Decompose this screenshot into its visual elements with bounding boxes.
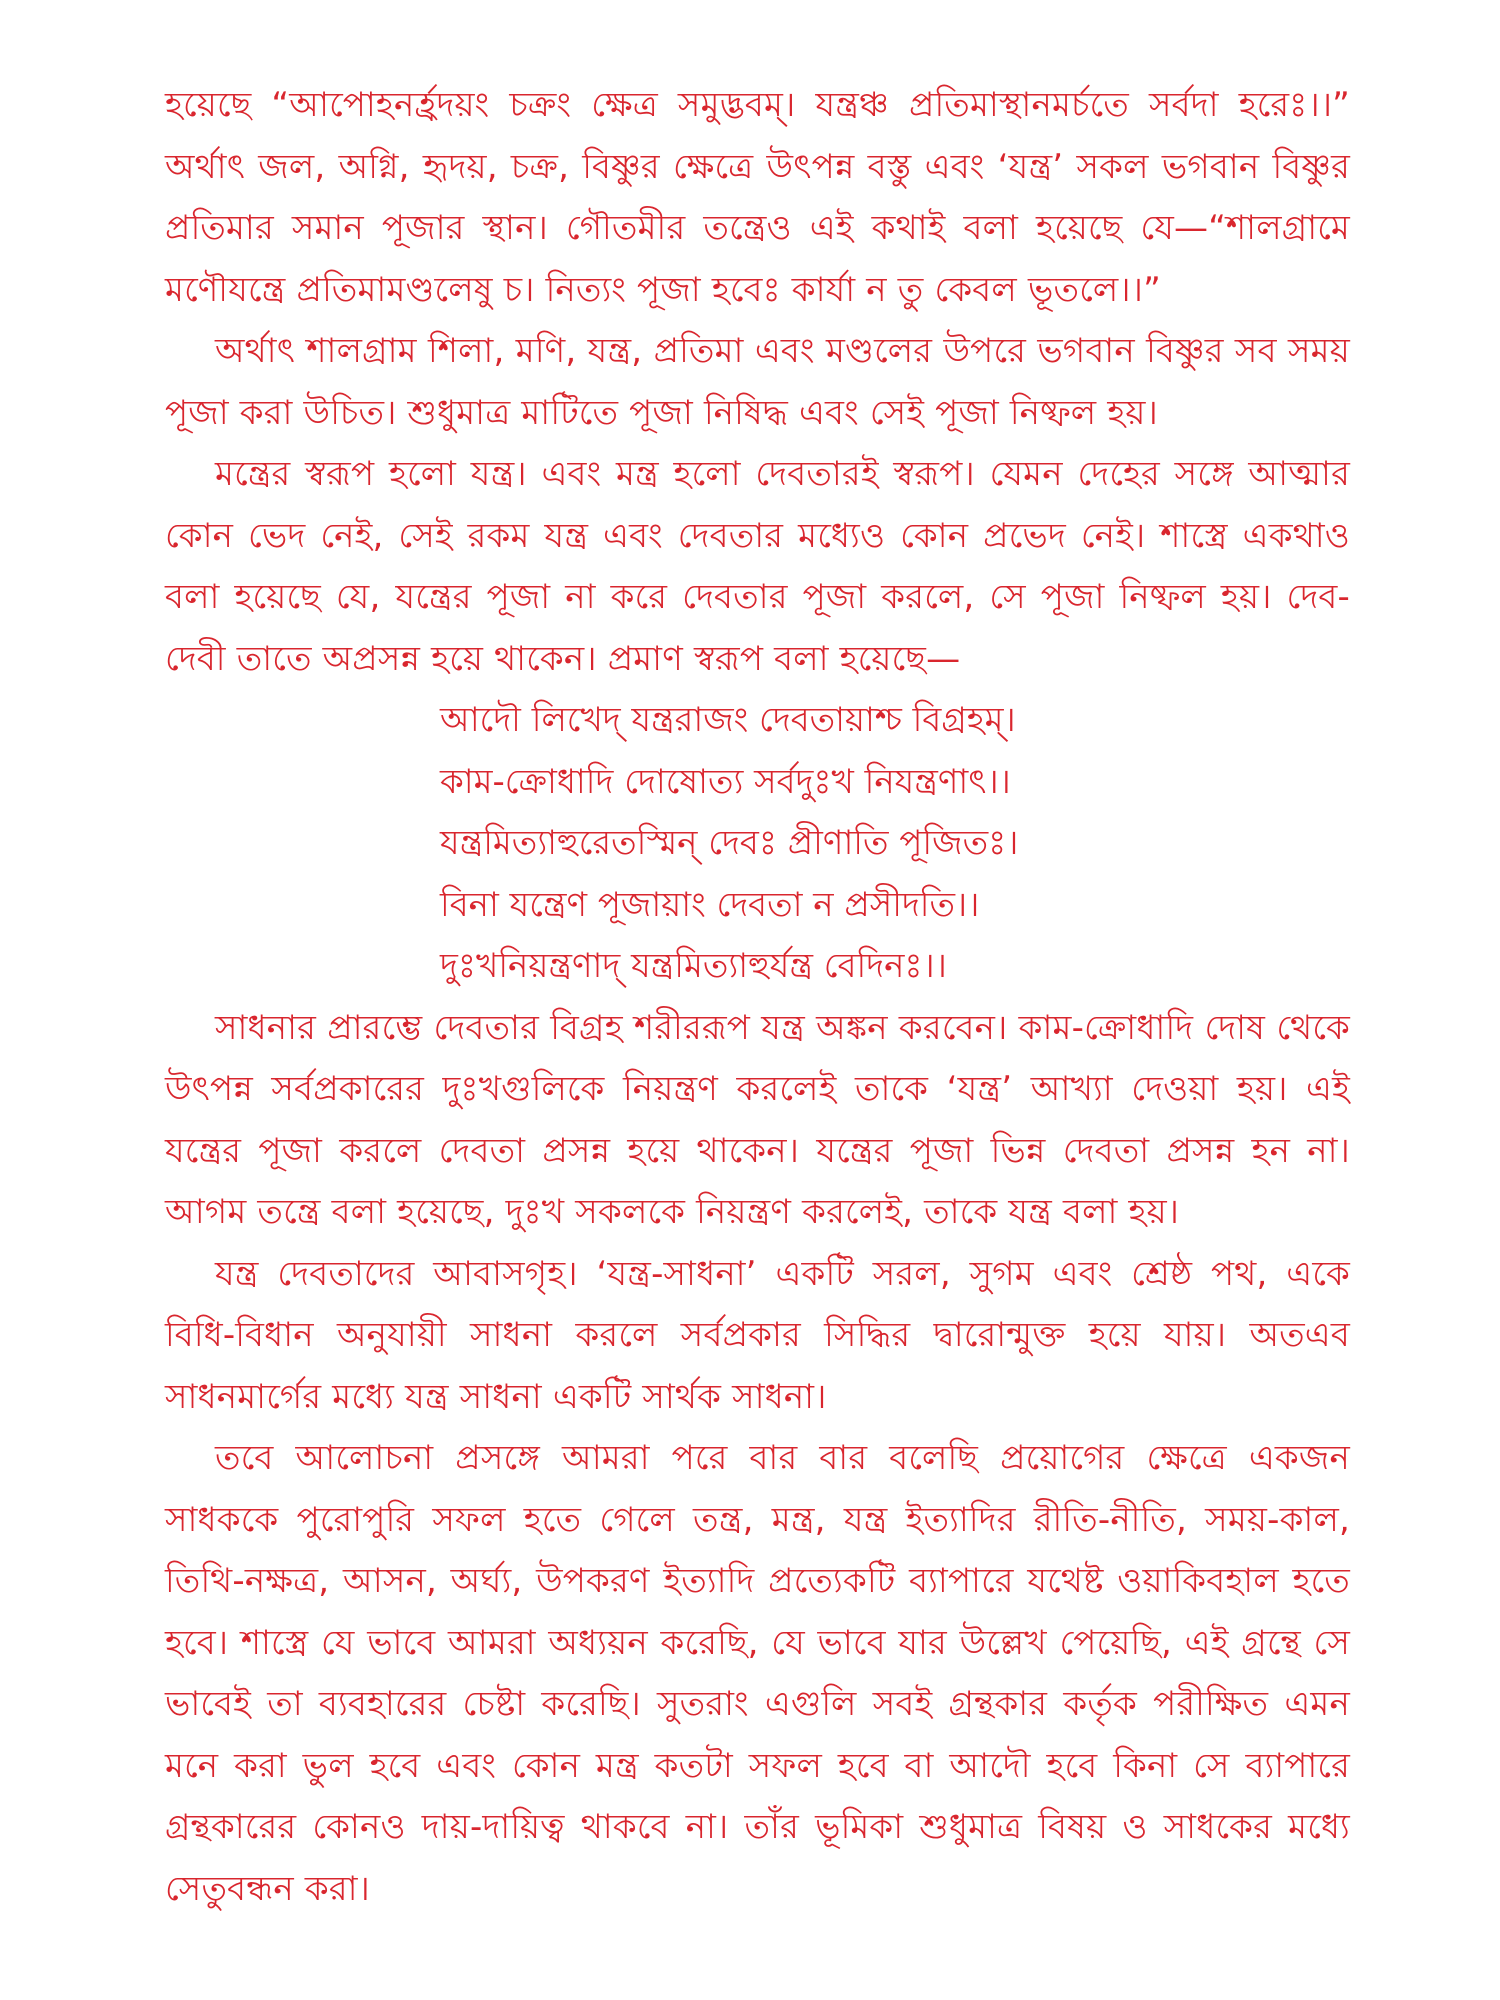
paragraph-5: যন্ত্র দেবতাদের আবাসগৃহ। ‘যন্ত্র-সাধনা’ একটি সরল, সুগম এবং শ্রেষ্ঠ পথ, একে বিধি-বিধান অনুযায়ী সাধনা করলে সর্বপ্রকার সিদ্ধির দ্বারোন্মুক্ত হয়ে যায়। অতএব সাধনমার্গের মধ্যে যন্ত্র সাধনা একটি সার্থক সাধনা। [165, 1253, 1350, 1417]
paragraph-2: অর্থাৎ শালগ্রাম শিলা, মণি, যন্ত্র, প্রতিমা এবং মণ্ডলের উপরে ভগবান বিষ্ণুর সব সময় পূজা করা উচিত। শুধুমাত্র মাটিতে পূজা নিষিদ্ধ এবং সেই পূজা নিষ্ফল হয়। [165, 331, 1350, 433]
verse-line-3: যন্ত্রমিত্যাহুরেতস্মিন্ দেবঃ প্রীণাতি পূজিতঃ। [440, 823, 1019, 863]
document-page [165, 75, 1350, 1920]
paragraph-1: হয়েছে “আপোহনর্হ্রদয়ং চক্রং ক্ষেত্র সমুদ্ভবম্। যন্ত্রঞ্চ প্রতিমাস্থানমর্চতে সর্বদা হরেঃ।।” অর্থাৎ জল, অগ্নি, হৃদয়, চক্র, বিষ্ণুর ক্ষেত্রে উৎপন্ন বস্তু এবং ‘যন্ত্র’ সকল ভগবান বিষ্ণুর প্রতিমার সমান পূজার স্থান। গৌতমীর তন্ত্রেও এই কথাই বলা হয়েছে যে—“শালগ্রামে মণৌযন্ত্রে প্রতিমামণ্ডলেষু চ। নিত্যং পূজা হবেঃ কার্যা ন তু কেবল ভূতলে।।” [165, 85, 1350, 310]
verse-line-5: দুঃখনিয়ন্ত্রণাদ্ যন্ত্রমিত্যাহুর্যন্ত্র বেদিনঃ।। [440, 946, 947, 986]
verse-line-1: আদৌ লিখেদ্ যন্ত্ররাজং দেবতায়াশ্চ বিগ্রহম্। [440, 700, 1016, 740]
sanskrit-verse [440, 690, 1350, 998]
verse-line-2: কাম-ক্রোধাদি দোষোত্য সর্বদুঃখ নিযন্ত্রণাৎ।। [440, 761, 1011, 802]
verse-line-4: বিনা যন্ত্রেণ পূজায়াং দেবতা ন প্রসীদতি।। [440, 884, 980, 925]
paragraph-4: সাধনার প্রারম্ভে দেবতার বিগ্রহ শরীররূপ যন্ত্র অঙ্কন করবেন। কাম-ক্রোধাদি দোষ থেকে উৎপন্ন সর্বপ্রকারের দুঃখগুলিকে নিয়ন্ত্রণ করলেই তাকে ‘যন্ত্র’ আখ্যা দেওয়া হয়। এই যন্ত্রের পূজা করলে দেবতা প্রসন্ন হয়ে থাকেন। যন্ত্রের পূজা ভিন্ন দেবতা প্রসন্ন হন না। আগম তন্ত্রে বলা হয়েছে, দুঃখ সকলকে নিয়ন্ত্রণ করলেই, তাকে যন্ত্র বলা হয়। [165, 1007, 1350, 1232]
paragraph-3: মন্ত্রের স্বরূপ হলো যন্ত্র। এবং মন্ত্র হলো দেবতারই স্বরূপ। যেমন দেহের সঙ্গে আত্মার কোন ভেদ নেই, সেই রকম যন্ত্র এবং দেবতার মধ্যেও কোন প্রভেদ নেই। শাস্ত্রে একথাও বলা হয়েছে যে, যন্ত্রের পূজা না করে দেবতার পূজা করলে, সে পূজা নিষ্ফল হয়। দেব-দেবী তাতে অপ্রসন্ন হয়ে থাকেন। প্রমাণ স্বরূপ বলা হয়েছে— [165, 454, 1350, 679]
paragraph-6: তবে আলোচনা প্রসঙ্গে আমরা পরে বার বার বলেছি প্রয়োগের ক্ষেত্রে একজন সাধককে পুরোপুরি সফল হতে গেলে তন্ত্র, মন্ত্র, যন্ত্র ইত্যাদির রীতি-নীতি, সময়-কাল, তিথি-নক্ষত্র, আসন, অর্ঘ্য, উপকরণ ইত্যাদি প্রত্যেকটি ব্যাপারে যথেষ্ট ওয়াকিবহাল হতে হবে। শাস্ত্রে যে ভাবে আমরা অধ্যয়ন করেছি, যে ভাবে যার উল্লেখ পেয়েছি, এই গ্রন্থে সে ভাবেই তা ব্যবহারের চেষ্টা করেছি। সুতরাং এগুলি সবই গ্রন্থকার কর্তৃক পরীক্ষিত এমন মনে করা ভুল হবে এবং কোন মন্ত্র কতটা সফল হবে বা আদৌ হবে কিনা সে ব্যাপারে গ্রন্থকারের কোনও দায়-দায়িত্ব থাকবে না। তাঁর ভূমিকা শুধুমাত্র বিষয় ও সাধকের মধ্যে সেতুবন্ধন করা। [165, 1438, 1350, 1909]
